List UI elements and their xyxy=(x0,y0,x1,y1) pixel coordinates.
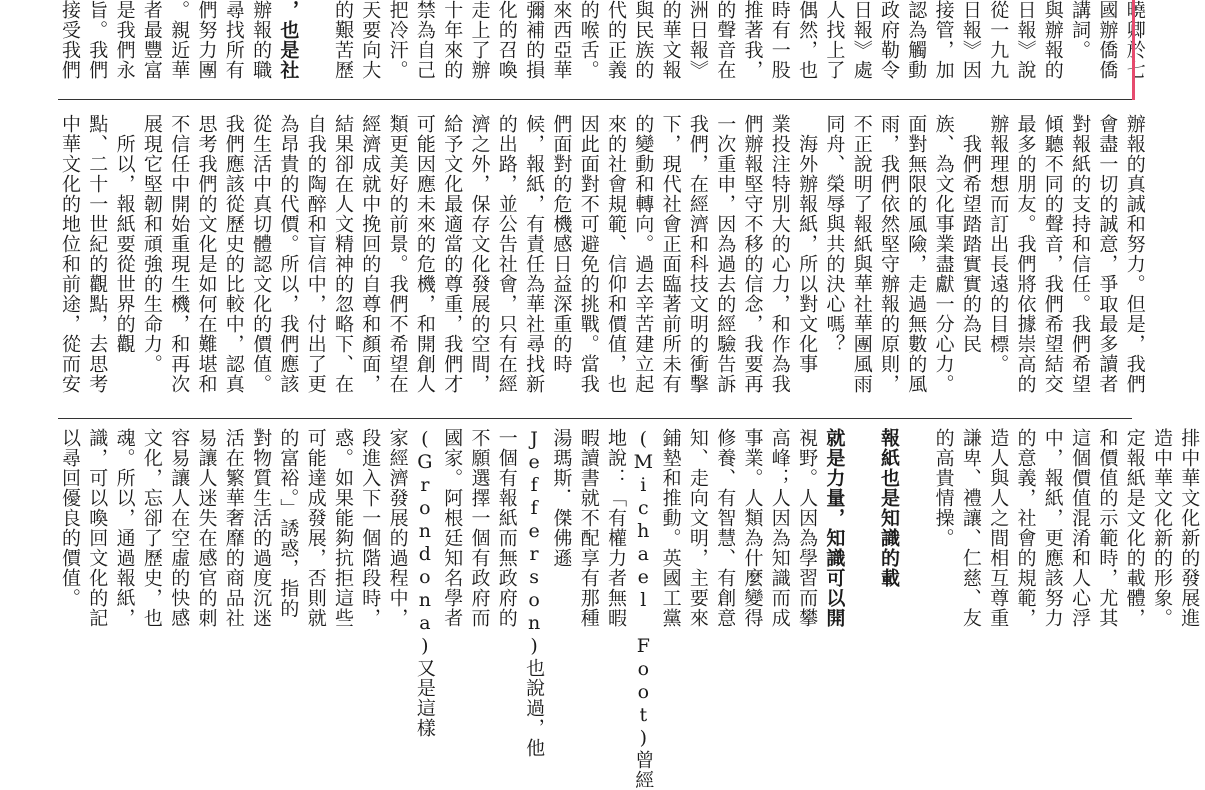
text-column: 尋找所有 xyxy=(222,0,245,80)
text-column: 。親近華 xyxy=(168,0,191,80)
text-column: 報紙也是知識的載 xyxy=(878,428,900,588)
text-column: 同舟、榮辱與共的決心嗎？ xyxy=(823,114,846,354)
text-column: 段進入下一個階段時， xyxy=(359,428,382,628)
text-column: 展現它堅韌和頑強的生命力。 xyxy=(140,114,163,374)
text-column: 以尋回優良的價值。 xyxy=(59,428,81,608)
text-column: 我們希望踏踏實實的為民 xyxy=(959,114,982,354)
text-column: 可能因應未來的危機，和開創人 xyxy=(413,114,436,394)
text-column: 可能達成發展，否則就 xyxy=(304,428,327,628)
text-column: 走上了辦 xyxy=(468,0,491,80)
text-column: 海外辦報紙，所以對文化事 xyxy=(796,114,819,374)
text-column: 家經濟發展的過程中， xyxy=(386,428,409,628)
text-column: 易讓人迷失在感官的刺 xyxy=(195,428,218,628)
text-column: 湯瑪斯．傑佛遜 xyxy=(550,428,573,568)
text-column: 視野。人因為學習而攀 xyxy=(796,428,819,628)
text-column: 事業。人類為什麼變得 xyxy=(741,428,764,628)
text-column: 接受我們 xyxy=(59,0,81,80)
text-column: 的意義，社會的規範， xyxy=(1014,428,1037,628)
page-margin-rule xyxy=(1132,0,1135,100)
text-column: 魂。所以，通過報紙， xyxy=(113,428,136,628)
text-column: 暇讀書就不配享有那種 xyxy=(577,428,600,628)
text-column: 知、走向文明，主要來 xyxy=(686,428,709,628)
text-column: 不正說明了報紙與華社華團風雨 xyxy=(850,114,873,394)
text-column: 人找上了 xyxy=(823,0,846,80)
text-column: 們辦報堅守不移的信念，我要再 xyxy=(741,114,764,394)
text-column: 把冷汗。 xyxy=(386,0,409,80)
text-column: 最多的朋友。我們將依據崇高的 xyxy=(1014,114,1037,394)
text-column: 日報》處 xyxy=(850,0,873,80)
text-column: 辦報的職 xyxy=(250,0,273,80)
text-column: 與民族的 xyxy=(632,0,655,80)
text-column: ，也是社 xyxy=(277,0,300,80)
text-column: 就是力量，知識可以開 xyxy=(823,428,846,628)
text-column: 識，可以喚回文化的記 xyxy=(86,428,109,628)
text-column: 辦報的真誠和努力。但是，我們 xyxy=(1123,114,1146,394)
text-column: 政府勒令 xyxy=(878,0,900,80)
text-column: 謙卑、禮讓、仁慈、友 xyxy=(959,428,982,628)
text-column: 造人與人之間相互尊重 xyxy=(987,428,1010,628)
text-column: 高峰；人因為知識而成 xyxy=(768,428,791,628)
text-column: 下，現代社會正面臨著前所未有 xyxy=(659,114,682,394)
text-column: 不信任中開始重現生機，和再次 xyxy=(168,114,191,394)
text-column: 為昂貴的代價。所以，我們應該 xyxy=(277,114,300,394)
text-column: 惑。如果能夠抗拒這些 xyxy=(332,428,354,628)
text-column: 經濟成就中挽回的自尊和顏面， xyxy=(359,114,382,394)
text-column: 們面對的危機感日益深重的時 xyxy=(550,114,573,374)
text-column: 活在繁華奢靡的商品社 xyxy=(222,428,245,628)
text-column: 類更美好的前景。我們不希望在 xyxy=(386,114,409,394)
text-column: 不願選擇一個有政府而 xyxy=(468,428,491,628)
text-column: 族、為文化事業盡獻一分心力。 xyxy=(932,114,955,394)
text-column: 思考我們的文化是如何在難堪和 xyxy=(195,114,218,394)
text-column: 會盡一切的誠意，爭取最多讀者 xyxy=(1096,114,1119,394)
text-column: 日報》說 xyxy=(1014,0,1037,80)
text-column: (Michael Foot)曾經 xyxy=(632,428,655,790)
text-column: 的富裕。」誘惑，指的 xyxy=(277,428,300,619)
text-column: (Grondona)又是這樣 xyxy=(413,428,436,738)
text-column: 容易讓人在空虛的快感 xyxy=(168,428,191,628)
text-column: 濟之外，保存文化發展的空間， xyxy=(468,114,491,394)
text-column: 化的召喚 xyxy=(495,0,518,80)
text-column: 的華文報 xyxy=(659,0,682,80)
text-column: 文化，忘卻了歷史，也 xyxy=(140,428,163,628)
text-column: 我們，在經濟和科技文明的衝擊 xyxy=(686,114,709,394)
article-section-top xyxy=(0,0,1132,96)
text-column: 結果卻在人文精神的忽略下、在 xyxy=(332,114,354,394)
section-divider-upper xyxy=(58,99,1132,100)
text-column: 的高貴情操。 xyxy=(932,428,955,548)
text-column: 國家。阿根廷知名學者 xyxy=(441,428,464,628)
text-column: 的喉舌。 xyxy=(577,0,600,80)
text-column: 時有一股 xyxy=(768,0,791,80)
text-column: 因此面對不可避免的挑戰。當我 xyxy=(577,114,600,394)
text-column: 候，報紙，有責任為華社尋找新 xyxy=(523,114,546,394)
text-column: 的變動和轉向。過去辛苦建立起 xyxy=(632,114,655,394)
text-column: 彌補的損 xyxy=(523,0,546,80)
text-column: 者最豐富 xyxy=(140,0,163,80)
text-column: 國辦僑僑 xyxy=(1096,0,1119,80)
text-column: 一次重申，因為過去的經驗告訴 xyxy=(714,114,737,394)
text-column: 十年來的 xyxy=(441,0,464,80)
text-column: 的聲音在 xyxy=(714,0,737,80)
section-divider-lower xyxy=(58,418,1132,419)
text-column: 推著我， xyxy=(741,0,764,80)
text-column: 雨，我們依然堅守辦報的原則， xyxy=(878,114,900,394)
text-column: 是我們永 xyxy=(113,0,136,80)
text-column: 們努力團 xyxy=(195,0,218,80)
article-section-middle xyxy=(0,114,1146,414)
text-column: 和價值的示範時，尤其 xyxy=(1096,428,1119,628)
text-column: 對報紙的支持和信任。我們希望 xyxy=(1069,114,1092,394)
text-column: 點、二十一世紀的觀點，去思考 xyxy=(86,114,109,394)
text-column: Jefferson)也說過，他 xyxy=(523,428,546,758)
text-column: 面對無限的風險，走過無數的風 xyxy=(905,114,928,394)
text-column: 日報》因 xyxy=(959,0,982,80)
text-column: 接管，加 xyxy=(932,0,955,80)
text-column: 一個有報紙而無政府的 xyxy=(495,428,518,628)
text-column: 來的社會規範、信仰和價值，也 xyxy=(605,114,627,394)
text-column: 辦報理想而訂出長遠的目標。 xyxy=(987,114,1010,374)
text-column: 的出路，並公告社會，只有在經 xyxy=(495,114,518,394)
text-column: 給予文化最適當的尊重，我們才 xyxy=(441,114,464,394)
text-column: 偶然，也 xyxy=(796,0,819,80)
text-column: 對物質生活的過度沉迷 xyxy=(250,428,273,628)
article-section-bottom xyxy=(0,428,1201,790)
text-column: 天要向大 xyxy=(359,0,382,80)
text-column: 業投注特別大的心力，和作為我 xyxy=(768,114,791,394)
text-column: 我們應該從歷史的比較中，認真 xyxy=(222,114,245,394)
text-column: 的艱苦歷 xyxy=(332,0,354,80)
text-column: 洲日報》 xyxy=(686,0,709,80)
text-column: 認為觸動 xyxy=(905,0,928,80)
text-column: 中，報紙，更應該努力 xyxy=(1041,428,1064,628)
text-column: 修養、有智慧、有創意 xyxy=(714,428,737,628)
text-column: 鋪墊和推動。英國工黨 xyxy=(659,428,682,628)
text-column: 與辦報的 xyxy=(1041,0,1064,80)
text-column: 代的正義 xyxy=(605,0,627,80)
text-column: 排中華文化新的發展進 xyxy=(1178,428,1201,628)
text-column: 這個價值混淆和人心浮 xyxy=(1069,428,1092,628)
text-column: 講詞。 xyxy=(1069,0,1092,60)
text-column: 傾聽不同的聲音，我們希望結交 xyxy=(1041,114,1064,394)
text-column: 從一九九 xyxy=(987,0,1010,80)
text-column: 禁為自己 xyxy=(413,0,436,80)
text-column: 自我的陶醉和盲信中，付出了更 xyxy=(304,114,327,394)
text-column: 旨。我們 xyxy=(86,0,109,80)
text-column: 所以，報紙要從世界的觀 xyxy=(113,114,136,354)
text-column: 從生活中真切體認文化的價值。 xyxy=(250,114,273,394)
text-column: 地說：「有權力者無暇 xyxy=(605,428,627,628)
text-column: 定報紙是文化的載體， xyxy=(1123,428,1146,628)
text-column: 造中華文化新的形象。 xyxy=(1151,428,1173,628)
text-column: 來西亞華 xyxy=(550,0,573,80)
text-column: 中華文化的地位和前途，從而安 xyxy=(59,114,81,394)
